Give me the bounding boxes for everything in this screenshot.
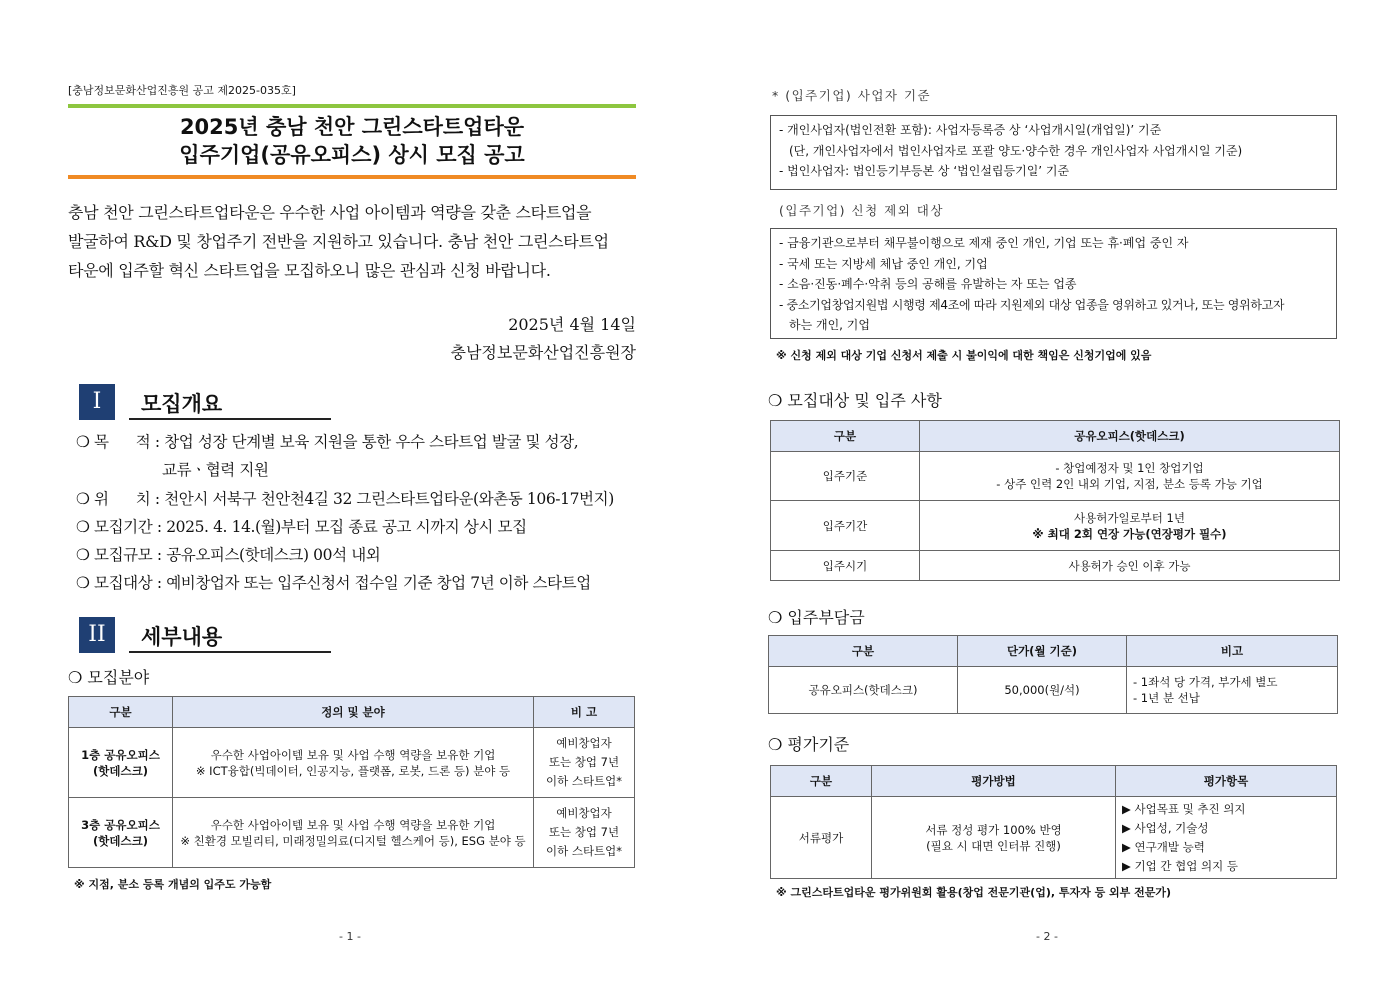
col-header: 비 고	[534, 697, 635, 728]
exclusion-note: ※ 신청 제외 대상 기업 신청서 제출 시 불이익에 대한 책임은 신청기업에 있음	[776, 349, 1152, 362]
col-header: 정의 및 분야	[173, 697, 534, 728]
section1-underline	[129, 418, 331, 420]
table-row: 공유오피스(핫데스크) 50,000(원/석) - 1좌석 당 가격, 부가세 별도 - 1년 분 선납	[769, 667, 1338, 714]
section1-title: 모집개요	[141, 392, 223, 416]
exclusion-box: - 금융기관으로부터 채무불이행으로 제재 중인 개인, 기업 또는 휴·폐업 중인 자 - 국세 또는 지방세 체납 중인 개인, 기업 - 소음·진동·폐수·악취 등의 공해를 유발하는 자 또는 업종 - 중소기업창업지원법 시행령 제4조에 따라 지원제외 대상 업종을 영위하고 있거나, 또는 영위하고자 하는 개인, 기업	[770, 228, 1337, 339]
fee-heading: ❍ 입주부담금	[768, 608, 865, 627]
table-row: 입주기간 사용허가일로부터 1년 ※ 최대 2회 연장 가능(연장평가 필수)	[771, 501, 1340, 551]
notice-number: [충남정보문화산업진흥원 공고 제2025-035호]	[68, 84, 296, 97]
field-table	[68, 696, 635, 868]
eval-note: ※ 그린스타트업타운 평가위원회 활용(창업 전문기관(업), 투자자 등 외부 전문가)	[776, 886, 1172, 899]
table-row: 입주시기 사용허가 승인 이후 가능	[771, 551, 1340, 581]
intro-line: 타운에 입주할 혁신 스타트업을 모집하오니 많은 관심과 신청 바랍니다.	[68, 261, 551, 280]
table-row: 입주기준 - 창업예정자 및 1인 창업기업 - 상주 인력 2인 내외 기업, 지점, 분소 등록 가능 기업	[771, 452, 1340, 501]
bottom-stripe	[68, 175, 636, 179]
table-row: 1층 공유오피스 (핫데스크) 우수한 사업아이템 보유 및 사업 수행 역량을 보유한 기업 ※ ICT융합(빅데이터, 인공지능, 플랫폼, 로봇, 드론 등) 분야 등 예비창업자 또는 창업 7년 이하 스타트업*	[69, 728, 635, 798]
intro-line: 충남 천안 그린스타트업타운은 우수한 사업 아이템과 역량을 갖춘 스타트업을	[68, 203, 592, 222]
notice-date: 2025년 4월 14일	[508, 315, 636, 334]
bullet-period: ❍ 모집기간 : 2025. 4. 14.(월)부터 모집 종료 공고 시까지 상시 모집	[76, 518, 527, 536]
field-note: ※ 지점, 분소 등록 개념의 입주도 가능함	[74, 878, 272, 891]
page-number-1: - 1 -	[339, 930, 361, 943]
section2-number: II	[79, 617, 115, 653]
intro-paragraph	[68, 198, 638, 285]
page-number-2: - 2 -	[1036, 930, 1058, 943]
bullet-target: ❍ 모집대상 : 예비창업자 또는 입주신청서 접수일 기준 창업 7년 이하 스타트업	[76, 574, 591, 592]
target-heading: ❍ 모집대상 및 입주 사항	[768, 391, 942, 410]
table-row: 3층 공유오피스 (핫데스크) 우수한 사업아이템 보유 및 사업 수행 역량을 보유한 기업 ※ 친환경 모빌리티, 미래정밀의료(디지털 헬스케어 등), ESG 분야 등 예비창업자 또는 창업 7년 이하 스타트업*	[69, 798, 635, 868]
bullet-purpose-cont: 교류ㆍ협력 지원	[76, 461, 269, 479]
col-header: 구분	[69, 697, 173, 728]
eval-heading: ❍ 평가기준	[768, 735, 850, 754]
bullet-location: ❍ 위 치 : 천안시 서북구 천안천4길 32 그린스타트업타운(와촌동 106-17번지)	[76, 490, 614, 508]
issuer: 충남정보문화산업진흥원장	[450, 343, 636, 362]
bullet-purpose: ❍ 목 적 : 창업 성장 단계별 보육 지원을 통한 우수 스타트업 발굴 및 성장,	[76, 433, 579, 451]
section1-number: I	[79, 384, 115, 420]
exclusion-heading: (입주기업) 신청 제외 대상	[779, 203, 944, 218]
biz-criteria-heading: * (입주기업) 사업자 기준	[772, 88, 932, 103]
intro-line: 발굴하여 R&D 및 창업주기 전반을 지원하고 있습니다. 충남 천안 그린스타트업	[68, 232, 609, 251]
field-heading: ❍ 모집분야	[68, 668, 150, 687]
doc-title-line2: 입주기업(공유오피스) 상시 모집 공고	[179, 143, 525, 167]
eval-table: 구분 평가방법 평가항목 서류평가 서류 정성 평가 100% 반영 (필요 시 대면 인터뷰 진행) ▶ 사업목표 및 추진 의지 ▶ 사업성, 기술성 ▶ 연구개발 능력 ▶ 기업 간 협업 의지 등	[770, 765, 1337, 879]
section2-underline	[129, 651, 331, 653]
top-stripe	[68, 104, 636, 108]
biz-criteria-box: - 개인사업자(법인전환 포함): 사업자등록증 상 ‘사업개시일(개업일)’ 기준 (단, 개인사업자에서 법인사업자로 포괄 양도·양수한 경우 개인사업자 사업개시일 기준) - 법인사업자: 법인등기부등본 상 ‘법인설립등기일’ 기준	[770, 115, 1337, 190]
table-row: 서류평가 서류 정성 평가 100% 반영 (필요 시 대면 인터뷰 진행) ▶ 사업목표 및 추진 의지 ▶ 사업성, 기술성 ▶ 연구개발 능력 ▶ 기업 간 협업 의지 등	[771, 797, 1337, 879]
doc-title-line1: 2025년 충남 천안 그린스타트업타운	[179, 115, 525, 139]
section2-title: 세부내용	[141, 625, 223, 649]
bullet-scale: ❍ 모집규모 : 공유오피스(핫데스크) 00석 내외	[76, 546, 381, 564]
target-table: 구분 공유오피스(핫데스크) 입주기준 - 창업예정자 및 1인 창업기업 - 상주 인력 2인 내외 기업, 지점, 분소 등록 가능 기업 입주기간 사용허가일로부터 1년 ※ 최대 2회 연장 가능(연장평가 필수) 입주시기 사용허가 승인 이후 가능	[770, 420, 1340, 581]
fee-table: 구분 단가(월 기준) 비고 공유오피스(핫데스크) 50,000(원/석) - 1좌석 당 가격, 부가세 별도 - 1년 분 선납	[768, 635, 1338, 714]
